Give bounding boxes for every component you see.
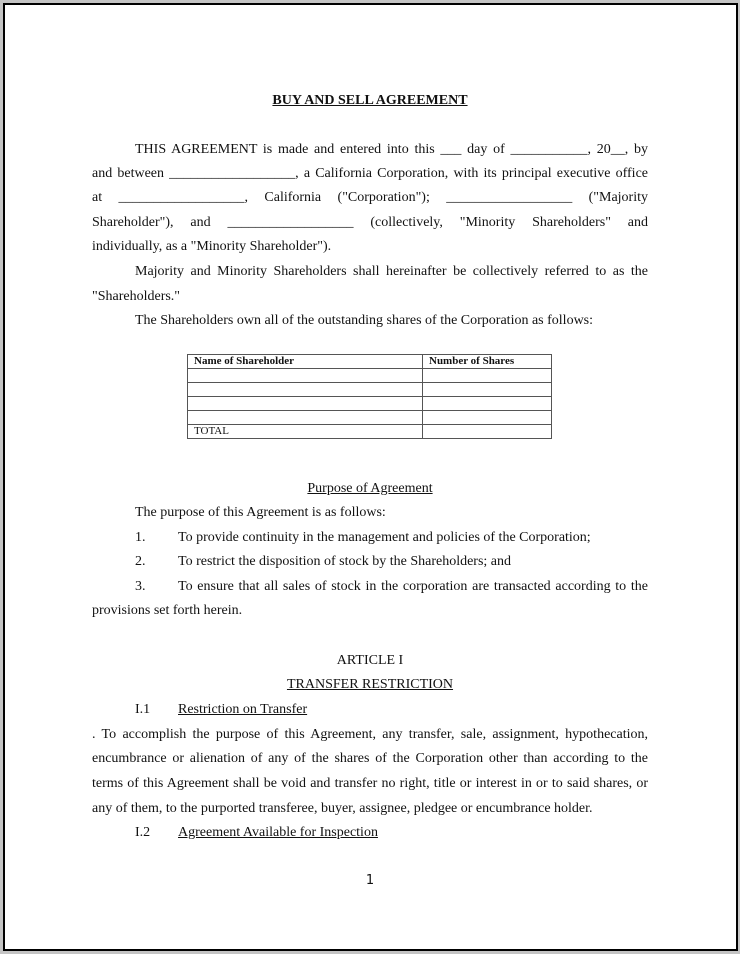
- section-number: I.1: [135, 702, 151, 717]
- article-title: TRANSFER RESTRICTION: [286, 677, 454, 692]
- list-item: To provide continuity in the management and policies of the Corporation;: [178, 530, 591, 545]
- intro-line: at __________________, California ("Corporation"); __________________ ("Majority: [92, 190, 648, 205]
- purpose-heading: Purpose of Agreement: [307, 481, 433, 496]
- table-row: [188, 369, 552, 383]
- section-line: any of them, to the purported transferee, buyer, assignee, pledgee or encumbrance holder.: [92, 801, 593, 816]
- shareholder-table: [187, 354, 552, 439]
- intro-line: individually, as a "Minority Shareholder").: [92, 239, 332, 254]
- header-name: Name of Shareholder: [188, 355, 423, 369]
- intro-line: and between __________________, a California Corporation, with its principal executive office: [92, 166, 648, 181]
- section-title: Agreement Available for Inspection: [178, 825, 378, 840]
- paragraph-line: Majority and Minority Shareholders shall hereinafter be collectively referred to as the: [135, 264, 648, 279]
- list-item: To restrict the disposition of stock by the Shareholders; and: [178, 554, 512, 569]
- header-shares: Number of Shares: [423, 355, 552, 369]
- section-line: terms of this Agreement shall be void and transfer no right, title or interest in or to said shares, or: [92, 776, 648, 791]
- page-number: 1: [365, 873, 375, 888]
- list-item-continuation: provisions set forth herein.: [92, 603, 243, 618]
- total-row: [188, 425, 552, 439]
- section-title: Restriction on Transfer: [178, 702, 308, 717]
- article-number: ARTICLE I: [336, 653, 404, 668]
- section-line: encumbrance or alienation of any of the shares of the Corporation other than according to the: [92, 751, 648, 766]
- total-label: TOTAL: [188, 425, 423, 439]
- intro-line: THIS AGREEMENT is made and entered into this ___ day of ___________, 20__, by: [135, 142, 648, 157]
- intro-line: Shareholder"), and __________________ (collectively, "Minority Shareholders" and: [92, 215, 648, 230]
- list-item: To ensure that all sales of stock in the corporation are transacted according to the: [178, 579, 648, 594]
- table-row: [188, 383, 552, 397]
- section-number: I.2: [135, 825, 151, 840]
- section-line: . To accomplish the purpose of this Agreement, any transfer, sale, assignment, hypothecation,: [92, 727, 648, 742]
- table-row: [188, 397, 552, 411]
- paragraph-line: The Shareholders own all of the outstanding shares of the Corporation as follows:: [135, 313, 594, 328]
- purpose-lead: The purpose of this Agreement is as follows:: [135, 505, 386, 520]
- list-number: 2.: [135, 554, 146, 569]
- list-number: 3.: [135, 579, 146, 594]
- list-number: 1.: [135, 530, 146, 545]
- table-row: [188, 411, 552, 425]
- paragraph-line: "Shareholders.": [92, 289, 181, 304]
- document-title: BUY AND SELL AGREEMENT: [272, 93, 468, 108]
